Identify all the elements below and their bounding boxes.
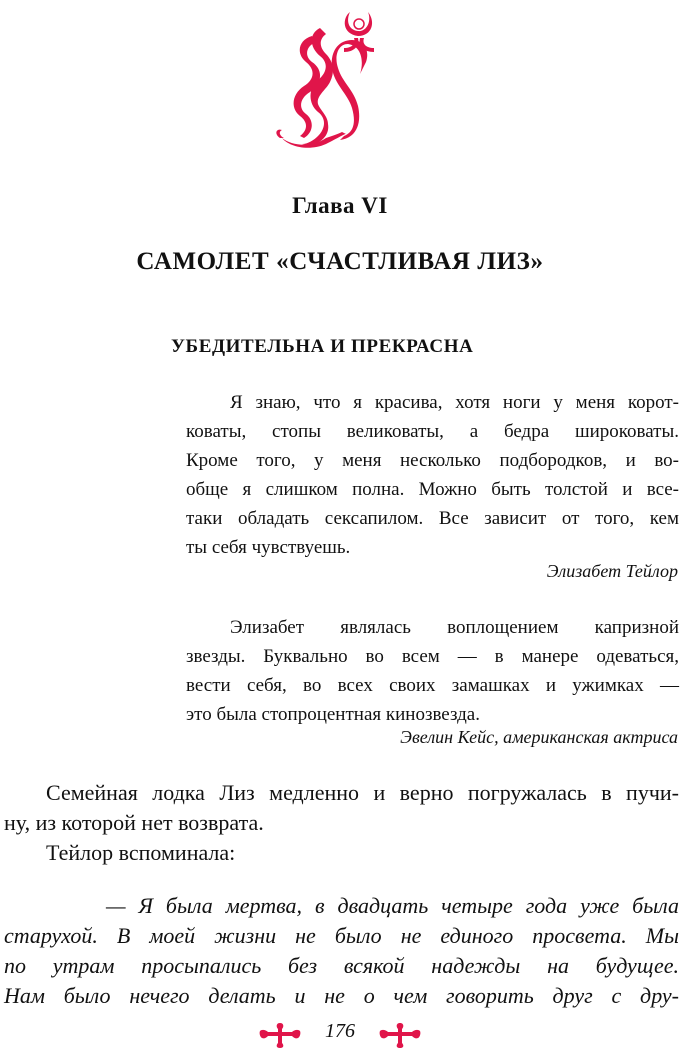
ornament-cross-icon	[378, 1021, 422, 1049]
epigraph-2-author: Эвелин Кейс, американская актриса	[400, 727, 678, 747]
body-line: Тейлор вспоминала:	[46, 840, 236, 865]
epigraph-line: звезды. Буквально во всем — в манере одеваться,	[186, 646, 679, 667]
epigraph-line: Я знаю, что я красива, хотя ноги у меня корот-	[230, 392, 679, 413]
epigraph-line: это была стопроцентная кинозвезда.	[186, 704, 480, 725]
epigraph-line: коваты, стопы великоваты, а бедра широковаты.	[186, 421, 679, 442]
quote-line: по утрам просыпались без всякой надежды на будущее.	[4, 953, 679, 978]
chapter-title: САМОЛЕТ «СЧАСТЛИВАЯ ЛИЗ»	[136, 248, 544, 275]
chapter-heading: Глава VI	[292, 193, 388, 218]
body-line: Семейная лодка Лиз медленно и верно погружалась в пучи-	[46, 780, 679, 805]
epigraph-line: Кроме того, у меня несколько подбородков, и во-	[186, 450, 679, 471]
epigraph-line: ты себя чувствуешь.	[186, 537, 351, 558]
epigraph-line: вести себя, во всех своих замашках и ужимках —	[186, 675, 679, 696]
ornament-cross-icon	[258, 1021, 302, 1049]
page-number: 176	[325, 1020, 355, 1042]
epigraph-line: таки обладать сексапилом. Все зависит от того, кем	[186, 508, 679, 529]
epigraph-line: Элизабет являлась воплощением капризной	[230, 617, 679, 638]
quote-line: Нам было нечего делать и не о чем говорить друг с дру-	[4, 983, 679, 1008]
epigraph-line: обще я слишком полна. Можно быть толстой и все-	[186, 479, 679, 500]
quote-line: старухой. В моей жизни не было не единого просвета. Мы	[4, 923, 679, 948]
epigraph-1-author: Элизабет Тейлор	[546, 561, 678, 581]
serpent-emblem-icon	[268, 4, 388, 152]
body-line: ну, из которой нет возврата.	[4, 810, 264, 835]
quote-line: — Я была мертва, в двадцать четыре года уже была	[106, 893, 679, 918]
section-subtitle: УБЕДИТЕЛЬНА И ПРЕКРАСНА	[171, 336, 474, 357]
